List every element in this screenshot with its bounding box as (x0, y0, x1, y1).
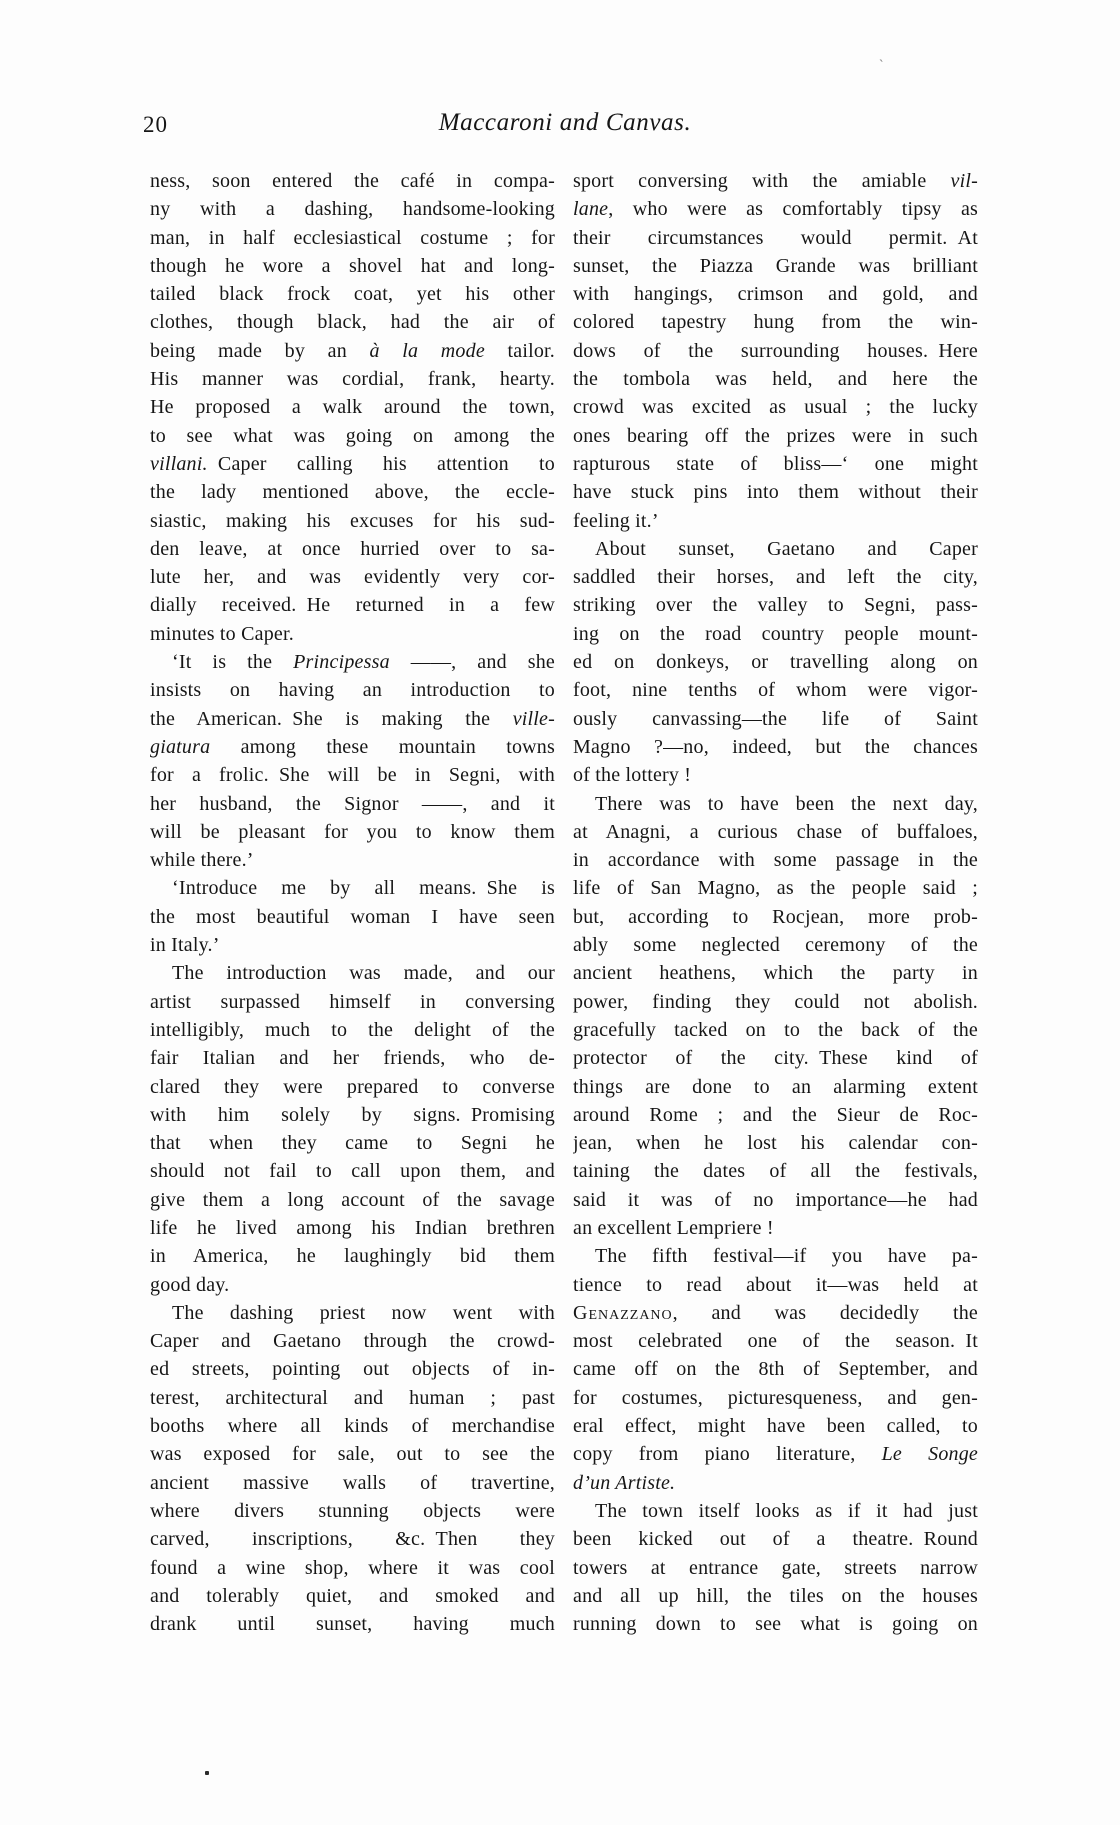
text-segment: the lady mentioned above, the eccle- (150, 481, 555, 504)
text-line (573, 959, 978, 987)
text-line (573, 1497, 978, 1525)
text-segment: the most beautiful woman I have seen (150, 905, 555, 928)
text-line (150, 1299, 555, 1327)
text-segment: minutes to Caper. (150, 622, 294, 645)
text-line (150, 1186, 555, 1214)
text-line (150, 1129, 555, 1157)
text-line (573, 1440, 978, 1468)
italic-text: ville- (512, 707, 555, 730)
text-segment: most celebrated one of the season. It (573, 1330, 978, 1353)
text-line (150, 1554, 555, 1582)
text-line (150, 705, 555, 733)
text-segment: ness, soon entered the café in compa- (150, 170, 555, 192)
italic-text: d’un Artiste. (573, 1471, 676, 1494)
text-line (573, 1554, 978, 1582)
text-line (150, 1101, 555, 1129)
text-line (150, 1157, 555, 1185)
text-segment: her husband, the Signor ——, and it (150, 792, 555, 815)
text-line (573, 1384, 978, 1412)
text-segment: Magno ?—no, indeed, but the chances (573, 735, 978, 758)
italic-text: Principessa (293, 651, 390, 674)
text-segment: About sunset, Gaetano and Caper (595, 537, 978, 560)
text-segment: where divers stunning objects were (150, 1499, 555, 1522)
text-line (150, 874, 555, 902)
text-segment: , who were as comfortably tipsy as (608, 198, 978, 221)
text-line (150, 1582, 555, 1610)
text-segment: feeling it.’ (573, 509, 659, 532)
text-segment: came off on the 8th of September, and (573, 1358, 978, 1381)
text-line (573, 308, 978, 336)
text-segment: the tombola was held, and here the (573, 368, 978, 391)
text-line (573, 874, 978, 902)
text-line (150, 167, 555, 195)
text-segment: in accordance with some passage in the (573, 849, 978, 872)
text-line (573, 591, 978, 619)
running-title: Maccaroni and Canvas. (438, 109, 692, 136)
text-segment: foot, nine tenths of whom were vigor- (573, 679, 978, 702)
text-segment: among these mountain towns (210, 735, 555, 758)
text-line (573, 1271, 978, 1299)
text-segment: for costumes, picturesqueness, and gen- (573, 1386, 978, 1409)
text-segment: There was to have been the next day, (595, 792, 978, 815)
text-segment: The introduction was made, and our (172, 962, 555, 985)
scan-artifact-dot (205, 1771, 209, 1775)
text-line (150, 846, 555, 874)
text-segment: taining the dates of all the festivals, (573, 1160, 978, 1183)
text-segment: ones bearing off the prizes were in such (573, 424, 978, 447)
text-line (150, 988, 555, 1016)
italic-text: lane (573, 198, 609, 221)
text-segment: insists on having an introduction to (150, 679, 555, 702)
italic-text: villani. (150, 452, 208, 475)
text-line (150, 1469, 555, 1497)
text-segment: protector of the city. These kind of (573, 1047, 978, 1070)
text-segment: have stuck pins into them without their (573, 481, 978, 504)
text-line (573, 280, 978, 308)
text-line (150, 1242, 555, 1270)
text-segment: lute her, and was evidently very cor- (150, 566, 555, 589)
right-column (573, 167, 978, 1638)
text-line (150, 1384, 555, 1412)
text-line (573, 931, 978, 959)
text-line (573, 1101, 978, 1129)
text-line (573, 1016, 978, 1044)
italic-text: vil- (950, 170, 978, 192)
text-segment: jean, when he lost his calendar con- (573, 1132, 978, 1155)
text-line (573, 1525, 978, 1553)
text-line (573, 1157, 978, 1185)
text-segment: ny with a dashing, handsome-looking (150, 198, 555, 221)
text-segment: His manner was cordial, frank, hearty. (150, 368, 555, 391)
text-segment: with hangings, crimson and gold, and (573, 283, 978, 306)
text-line (150, 818, 555, 846)
text-segment: man, in half ecclesiastical costume ; for (150, 226, 555, 249)
text-segment: give them a long account of the savage (150, 1188, 555, 1211)
text-segment: ancient heathens, which the party in (573, 962, 978, 985)
text-segment: been kicked out of a theatre. Round (573, 1528, 978, 1551)
text-line (150, 1044, 555, 1072)
text-line (150, 1525, 555, 1553)
text-segment: that when they came to Segni he (150, 1132, 555, 1155)
text-segment: should not fail to call upon them, and (150, 1160, 555, 1183)
text-line (150, 591, 555, 619)
scan-artifact-tick: ˋ (876, 57, 885, 75)
text-segment: , and was decidedly the (672, 1301, 978, 1324)
page-number: 20 (143, 112, 168, 137)
text-line (573, 761, 978, 789)
text-line (150, 676, 555, 704)
text-line (573, 1214, 978, 1242)
text-segment: in America, he laughingly bid them (150, 1245, 555, 1268)
text-segment: crowd was excited as usual ; the lucky (573, 396, 978, 419)
text-line (573, 1299, 978, 1327)
text-segment: in Italy.’ (150, 934, 220, 957)
text-line (150, 1016, 555, 1044)
text-line (150, 224, 555, 252)
left-column (150, 167, 555, 1638)
text-line (150, 761, 555, 789)
text-segment: ed on donkeys, or travelling along on (573, 651, 978, 674)
text-line (150, 620, 555, 648)
text-segment: clothes, though black, had the air of (150, 311, 555, 334)
text-line (150, 365, 555, 393)
text-line (573, 1186, 978, 1214)
text-segment: den leave, at once hurried over to sa- (150, 537, 555, 560)
text-segment: The fifth festival—if you have pa- (595, 1245, 978, 1268)
text-line (573, 648, 978, 676)
italic-text: Le Songe (881, 1443, 978, 1466)
text-segment: colored tapestry hung from the win- (573, 311, 978, 334)
text-segment: terest, architectural and human ; past (150, 1386, 555, 1409)
text-segment: clared they were prepared to converse (150, 1075, 555, 1098)
text-segment: ancient massive walls of travertine, (150, 1471, 555, 1494)
text-line (150, 507, 555, 535)
text-line (150, 931, 555, 959)
text-line (573, 1582, 978, 1610)
text-line (573, 422, 978, 450)
text-line (573, 535, 978, 563)
text-line (573, 1242, 978, 1270)
text-segment: their circumstances would permit. At (573, 226, 978, 249)
text-line (150, 1610, 555, 1638)
text-line (150, 1497, 555, 1525)
text-line (150, 1073, 555, 1101)
text-segment: power, finding they could not abolish. (573, 990, 978, 1013)
text-segment: around Rome ; and the Sieur de Roc- (573, 1103, 978, 1126)
small-caps-text: Genazzano (573, 1301, 673, 1324)
text-segment: tailor. (484, 339, 555, 362)
text-segment: while there.’ (150, 849, 254, 872)
text-line (573, 507, 978, 535)
text-line (150, 1214, 555, 1242)
text-segment: ‘It is the (172, 651, 294, 674)
italic-text: giatura (150, 735, 211, 758)
text-segment: for a frolic. She will be in Segni, with (150, 764, 555, 787)
text-segment: dows of the surrounding houses. Here (573, 339, 978, 362)
text-line (150, 195, 555, 223)
text-line (150, 337, 555, 365)
text-line (150, 535, 555, 563)
text-line (573, 790, 978, 818)
text-segment: found a wine shop, where it was cool (150, 1556, 555, 1579)
text-line (573, 478, 978, 506)
text-line (573, 393, 978, 421)
text-line (573, 1355, 978, 1383)
text-segment: said it was of no importance—he had (573, 1188, 978, 1211)
text-segment: being made by an (150, 339, 370, 362)
text-line (573, 1327, 978, 1355)
text-line (573, 1469, 978, 1497)
text-line (573, 733, 978, 761)
text-segment: sunset, the Piazza Grande was brilliant (573, 254, 978, 277)
text-segment: copy from piano literature, (573, 1443, 882, 1466)
text-segment: ——, and she (389, 651, 555, 674)
text-segment: fair Italian and her friends, who de- (150, 1047, 555, 1070)
text-segment: ‘Introduce me by all means. She is (172, 877, 555, 900)
text-line (573, 988, 978, 1016)
text-segment: eral effect, might have been called, to (573, 1415, 978, 1438)
text-segment: Caper calling his attention to (207, 452, 555, 475)
text-line (573, 365, 978, 393)
text-line (150, 422, 555, 450)
text-line (150, 1271, 555, 1299)
text-line (150, 648, 555, 676)
text-segment: running down to see what is going on (573, 1613, 978, 1636)
text-line (150, 478, 555, 506)
text-line (573, 1129, 978, 1157)
text-segment: of the lottery ! (573, 764, 692, 787)
text-line (573, 676, 978, 704)
text-line (573, 1412, 978, 1440)
text-line (150, 393, 555, 421)
text-segment: intelligibly, much to the delight of the (150, 1018, 555, 1041)
text-line (573, 1073, 978, 1101)
text-line (573, 195, 978, 223)
text-line (150, 903, 555, 931)
text-segment: The dashing priest now went with (172, 1301, 555, 1324)
text-segment: gracefully tacked on to the back of the (573, 1018, 978, 1041)
text-segment: ably some neglected ceremony of the (573, 934, 978, 957)
text-segment: Caper and Gaetano through the crowd- (150, 1330, 555, 1353)
text-segment: ed streets, pointing out objects of in- (150, 1358, 555, 1381)
text-line (150, 959, 555, 987)
text-segment: rapturous state of bliss—‘ one might (573, 452, 978, 475)
text-line (150, 790, 555, 818)
text-line (573, 620, 978, 648)
text-line (573, 563, 978, 591)
text-line (150, 280, 555, 308)
text-segment: and all up hill, the tiles on the houses (573, 1584, 978, 1607)
text-segment: life he lived among his Indian brethren (150, 1216, 555, 1239)
text-segment: ing on the road country people mount- (573, 622, 978, 645)
text-segment: with him solely by signs. Promising (150, 1103, 555, 1126)
text-line (573, 818, 978, 846)
text-segment: saddled their horses, and left the city, (573, 566, 978, 589)
text-segment: artist surpassed himself in conversing (150, 990, 555, 1013)
text-line (573, 337, 978, 365)
text-segment: drank until sunset, having much (150, 1613, 555, 1636)
text-segment: but, according to Rocjean, more prob- (573, 905, 978, 928)
text-segment: siastic, making his excuses for his sud- (150, 509, 555, 532)
text-segment: striking over the valley to Segni, pass- (573, 594, 978, 617)
text-segment: good day. (150, 1273, 230, 1296)
text-line (573, 252, 978, 280)
italic-text: à la mode (369, 339, 485, 362)
text-line (573, 450, 978, 478)
text-segment: ously canvassing—the life of Saint (573, 707, 978, 730)
text-segment: though he wore a shovel hat and long- (150, 254, 555, 277)
text-line (150, 450, 555, 478)
text-line (150, 563, 555, 591)
text-line (573, 167, 978, 195)
text-line (573, 1044, 978, 1072)
text-line (573, 903, 978, 931)
text-segment: will be pleasant for you to know them (150, 820, 555, 843)
text-segment: tailed black frock coat, yet his other (150, 283, 555, 306)
text-segment: sport conversing with the amiable (573, 170, 951, 192)
text-line (150, 733, 555, 761)
text-line (573, 846, 978, 874)
text-segment: and tolerably quiet, and smoked and (150, 1584, 555, 1607)
text-line (150, 1355, 555, 1383)
text-segment: booths where all kinds of merchandise (150, 1415, 555, 1438)
text-segment: was exposed for sale, out to see the (150, 1443, 555, 1466)
text-segment: dially received. He returned in a few (150, 594, 555, 617)
text-line (150, 308, 555, 336)
text-segment: He proposed a walk around the town, (150, 396, 555, 419)
text-segment: towers at entrance gate, streets narrow (573, 1556, 978, 1579)
text-segment: things are done to an alarming extent (573, 1075, 978, 1098)
text-segment: the American. She is making the (150, 707, 513, 730)
text-segment: to see what was going on among the (150, 424, 555, 447)
text-segment: life of San Magno, as the people said ; (573, 877, 978, 900)
text-line (150, 252, 555, 280)
text-segment: carved, inscriptions, &c. Then they (150, 1528, 555, 1551)
text-line (573, 1610, 978, 1638)
text-segment: an excellent Lempriere ! (573, 1216, 774, 1239)
text-segment: The town itself looks as if it had just (595, 1499, 978, 1522)
text-line (573, 224, 978, 252)
text-line (150, 1440, 555, 1468)
text-segment: tience to read about it—was held at (573, 1273, 978, 1296)
text-line (150, 1327, 555, 1355)
text-segment: at Anagni, a curious chase of buffaloes, (573, 820, 978, 843)
text-line (573, 705, 978, 733)
text-line (150, 1412, 555, 1440)
